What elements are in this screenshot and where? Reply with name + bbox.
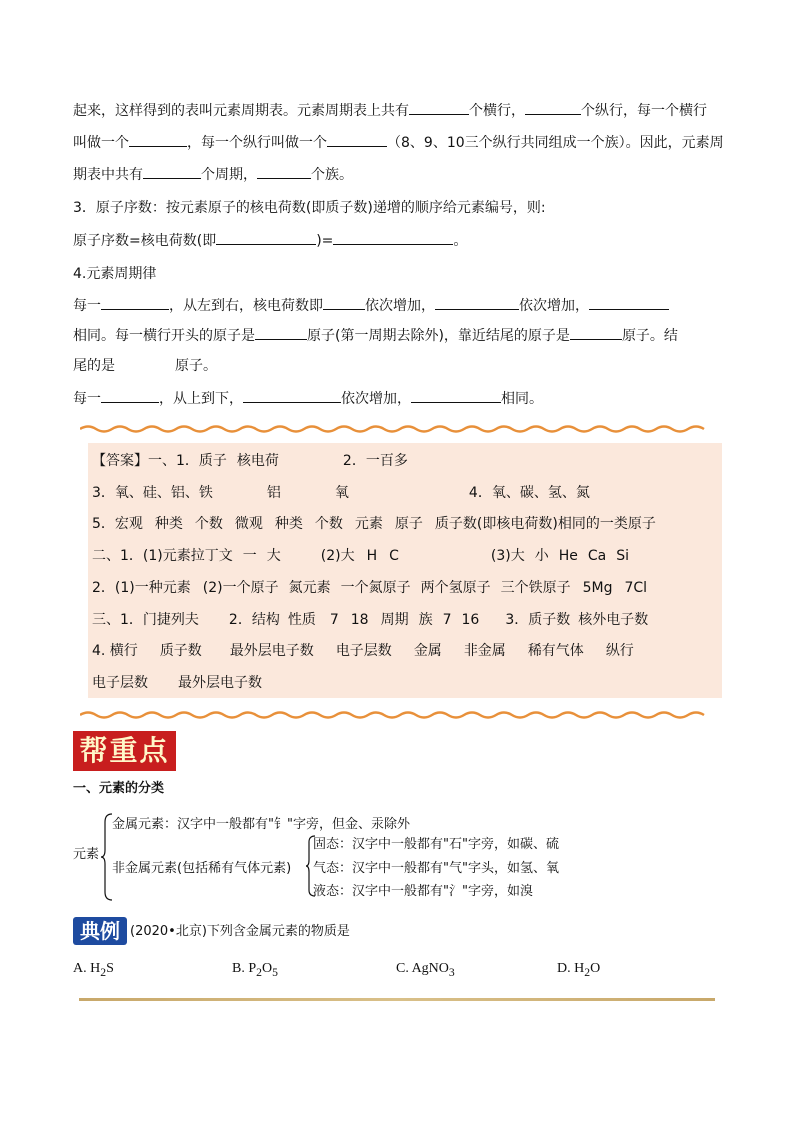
blank[interactable] — [589, 295, 669, 310]
blank[interactable] — [409, 100, 469, 115]
liquid-state-line: 液态：汉字中一般都有"氵"字旁，如溴 — [313, 884, 533, 899]
answer-row-8: 电子层数 最外层电子数 — [92, 675, 262, 691]
wavy-divider — [80, 424, 708, 434]
classification-heading: 一、元素的分类 — [73, 781, 165, 796]
blank[interactable] — [570, 325, 622, 340]
answer-row-6: 三、1．门捷列夫 2．结构 性质 7 18 周期 族 7 16 3．质子数 核外电子数 — [92, 612, 649, 628]
bottom-divider — [79, 998, 715, 1001]
blank[interactable] — [255, 325, 307, 340]
text-line-5: 原子序数=核电荷数(即 )= 。 — [73, 230, 467, 251]
answer-row-4: 二、1．(1)元素拉丁文 一 大 (2)大 H C (3)大 小 He Ca Si — [92, 548, 630, 564]
blank[interactable] — [101, 295, 169, 310]
wavy-divider — [80, 710, 708, 720]
blank[interactable] — [216, 230, 316, 245]
solid-state-line: 固态：汉字中一般都有"石"字旁，如碳、硫 — [313, 837, 559, 852]
answer-row-5: 2．(1)一种元素 (2)一个原子 氮元素 一个氮原子 两个氢原子 三个铁原子 5Mg 7Cl — [92, 580, 648, 596]
example-tag — [73, 917, 127, 945]
answer-row-7: 4. 横行 质子数 最外层电子数 电子层数 金属 非金属 稀有气体 纵行 — [92, 643, 634, 659]
example-tag-label: 典例 — [80, 919, 120, 943]
blank[interactable] — [243, 388, 341, 403]
option-a[interactable]: A. $H_2S$ — [73, 961, 114, 979]
text-line-4: 3．原子序数：按元素原子的核电荷数(即质子数)递增的顺序给元素编号，则: — [73, 200, 546, 216]
text-line-8: 相同。每一横行开头的原子是 原子(第一周期去除外)，靠近结尾的原子是 原子。结 — [73, 325, 678, 346]
blank[interactable] — [143, 164, 201, 179]
answer-row-3: 5．宏观 种类 个数 微观 种类 个数 元素 原子 质子数(即核电荷数)相同的一类原子 — [92, 516, 656, 532]
blank[interactable] — [323, 295, 365, 310]
blank[interactable] — [101, 388, 159, 403]
gas-state-line: 气态：汉字中一般都有"气"字头，如氢、氧 — [313, 861, 559, 876]
blank[interactable] — [525, 100, 581, 115]
key-points-tag-label: 帮重点 — [79, 734, 170, 767]
text-line-10: 每一 ，从上到下， 依次增加， 相同。 — [73, 388, 543, 409]
example-question: (2020•北京)下列含金属元素的物质是 — [130, 924, 350, 939]
answer-row-2: 3．氧、硅、铝、铁 铝 氧 4．氧、碳、氢、氮 — [92, 485, 590, 501]
tree-root: 元素 — [73, 847, 100, 862]
metal-element-line: 金属元素：汉字中一般都有"钅"字旁，但金、汞除外 — [112, 817, 410, 832]
key-points-tag — [73, 731, 176, 771]
blank[interactable] — [333, 230, 453, 245]
text-line-7: 每一 ，从左到右，核电荷数即 依次增加， 依次增加， — [73, 295, 669, 316]
blank[interactable] — [257, 164, 311, 179]
answer-row-1: 【答案】一、1．质子 核电荷 2．一百多 — [92, 453, 408, 469]
option-b[interactable]: B. $P_2O_5$ — [232, 961, 278, 979]
blank[interactable] — [327, 132, 387, 147]
option-c[interactable]: C. AgNO$_3$ — [396, 961, 455, 979]
text-line-6: 4.元素周期律 — [73, 266, 157, 282]
blank[interactable] — [435, 295, 519, 310]
blank[interactable] — [411, 388, 501, 403]
text-line-9: 尾的是 原子。 — [73, 358, 217, 374]
text-line-2: 叫做一个 ，每一个纵行叫做一个 （8、9、10三个纵行共同组成一个族）。因此，元素周 — [73, 132, 724, 153]
nonmetal-element-line: 非金属元素(包括稀有气体元素) — [112, 861, 292, 876]
text-line-3: 期表中共有 个周期， 个族。 — [73, 164, 353, 185]
blank[interactable] — [129, 132, 187, 147]
option-d[interactable]: D. $H_2O$ — [557, 961, 601, 979]
text-line-1: 起来，这样得到的表叫元素周期表。元素周期表上共有 个横行， 个纵行，每一个横行 — [73, 100, 707, 121]
